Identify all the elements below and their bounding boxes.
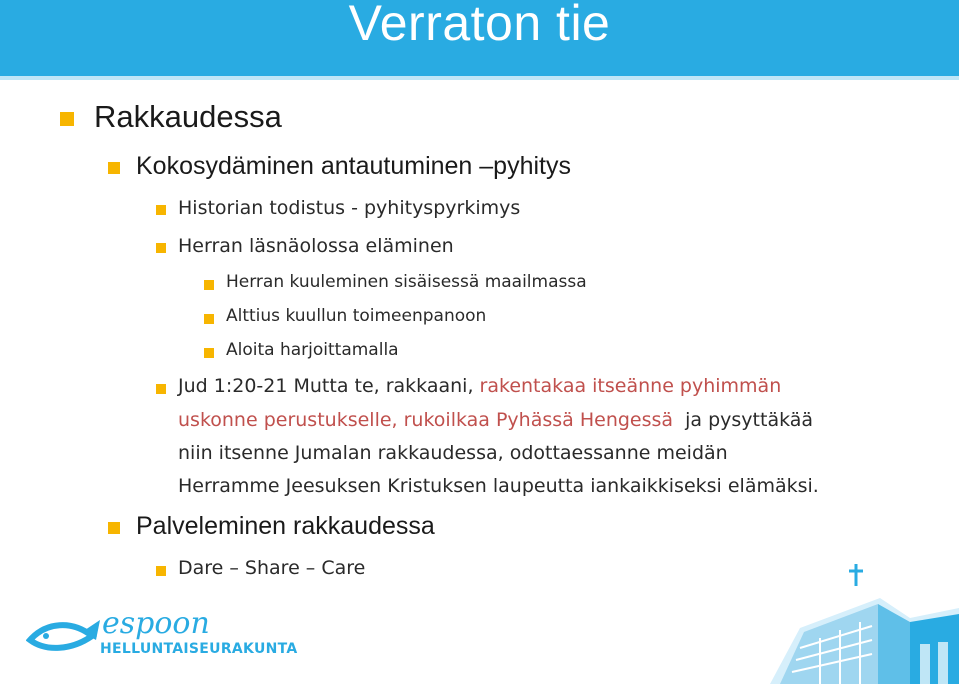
- bullet-square: [204, 348, 214, 358]
- bullet-square: [156, 205, 166, 215]
- bullet-square: [156, 566, 166, 576]
- bullet-square: [108, 522, 120, 534]
- item-alttius: Alttius kuullun toimeenpanoon: [226, 306, 487, 326]
- bullet-square: [204, 280, 214, 290]
- title-band-shadow: [0, 76, 959, 80]
- verse-line-4: Herramme Jeesuksen Kristuksen laupeutta iankaikkiseksi elämäksi.: [178, 475, 819, 497]
- item-aloita: Aloita harjoittamalla: [226, 340, 399, 360]
- bullet-square: [204, 314, 214, 324]
- item-historian: Historian todistus - pyhityspyrkimys: [178, 197, 521, 219]
- logo-script: espoon: [102, 606, 210, 641]
- verse-line-2: [178, 409, 813, 431]
- fish-icon: [26, 614, 102, 662]
- bullet-square: [108, 162, 120, 174]
- item-palveleminen: Palveleminen rakkaudessa: [136, 512, 435, 540]
- item-dare-share-care: Dare – Share – Care: [178, 557, 366, 579]
- verse-rest-2: ja pysyttäkää: [673, 409, 814, 431]
- bullet-square: [156, 243, 166, 253]
- verse-lead: Jud 1:20-21 Mutta te, rakkaani,: [178, 375, 480, 397]
- logo-name: HELLUNTAISEURAKUNTA: [100, 641, 298, 657]
- item-herran-lasnaolossa: Herran läsnäolossa eläminen: [178, 235, 454, 257]
- verse-highlight-1: rakentakaa itseänne pyhimmän: [479, 375, 782, 397]
- item-kokosydaminen: Kokosydäminen antautuminen –pyhitys: [136, 152, 571, 180]
- item-herran-kuuleminen: Herran kuuleminen sisäisessä maailmassa: [226, 272, 587, 292]
- slide-title: Verraton tie: [348, 0, 611, 51]
- verse-line-1: [178, 375, 781, 397]
- verse-line-3: niin itsenne Jumalan rakkaudessa, odottaessanne meidän: [178, 442, 728, 464]
- heading-rakkaudessa: Rakkaudessa: [94, 99, 282, 134]
- bullet-square: [60, 112, 74, 126]
- bullet-square: [156, 384, 166, 394]
- verse-highlight-2: uskonne perustukselle, rukoilkaa Pyhässä Hengessä: [178, 409, 674, 431]
- church-icon: [760, 558, 959, 684]
